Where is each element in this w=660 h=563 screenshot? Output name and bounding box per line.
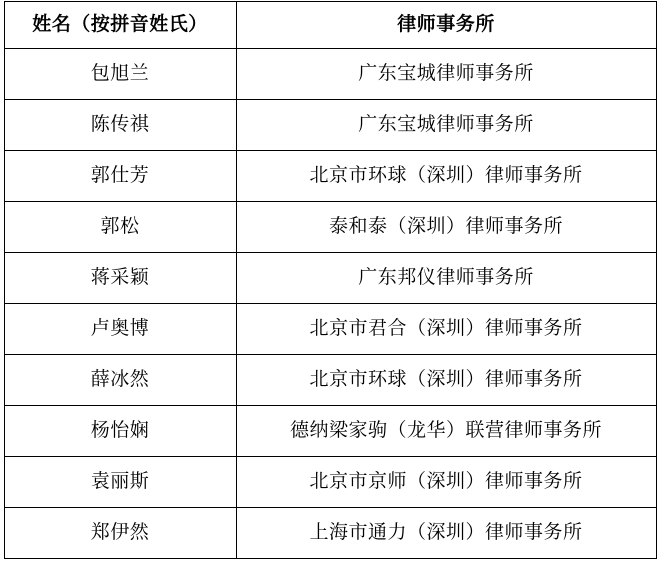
- cell-name: 薛冰然: [4, 355, 236, 406]
- column-header-firm: 律师事务所: [236, 2, 656, 49]
- cell-name: 卢奥博: [4, 304, 236, 355]
- table-row: [4, 49, 656, 100]
- cell-firm: 德纳梁家驹（龙华）联营律师事务所: [236, 406, 656, 457]
- cell-name: 郑伊然: [4, 508, 236, 559]
- cell-name: 杨怡娴: [4, 406, 236, 457]
- table-row: [4, 304, 656, 355]
- cell-name: 郭仕芳: [4, 151, 236, 202]
- cell-firm: 北京市环球（深圳）律师事务所: [236, 355, 656, 406]
- cell-name: 包旭兰: [4, 49, 236, 100]
- table-row: [4, 253, 656, 304]
- cell-firm: 广东宝城律师事务所: [236, 49, 656, 100]
- table-header-row: [4, 2, 656, 49]
- table-row: [4, 151, 656, 202]
- column-header-name: 姓名（按拼音姓氏）: [4, 2, 236, 49]
- cell-firm: 广东宝城律师事务所: [236, 100, 656, 151]
- table-row: [4, 202, 656, 253]
- cell-firm: 上海市通力（深圳）律师事务所: [236, 508, 656, 559]
- table-body: [4, 49, 656, 559]
- cell-firm: 泰和泰（深圳）律师事务所: [236, 202, 656, 253]
- cell-name: 郭松: [4, 202, 236, 253]
- lawyer-list-table: [4, 1, 657, 559]
- cell-firm: 广东邦仪律师事务所: [236, 253, 656, 304]
- cell-firm: 北京市环球（深圳）律师事务所: [236, 151, 656, 202]
- cell-name: 蒋采颖: [4, 253, 236, 304]
- cell-firm: 北京市京师（深圳）律师事务所: [236, 457, 656, 508]
- table-header: [4, 2, 656, 49]
- table-row: [4, 100, 656, 151]
- table-row: [4, 508, 656, 559]
- cell-name: 袁丽斯: [4, 457, 236, 508]
- table-row: [4, 406, 656, 457]
- table-row: [4, 457, 656, 508]
- table-row: [4, 355, 656, 406]
- cell-firm: 北京市君合（深圳）律师事务所: [236, 304, 656, 355]
- cell-name: 陈传祺: [4, 100, 236, 151]
